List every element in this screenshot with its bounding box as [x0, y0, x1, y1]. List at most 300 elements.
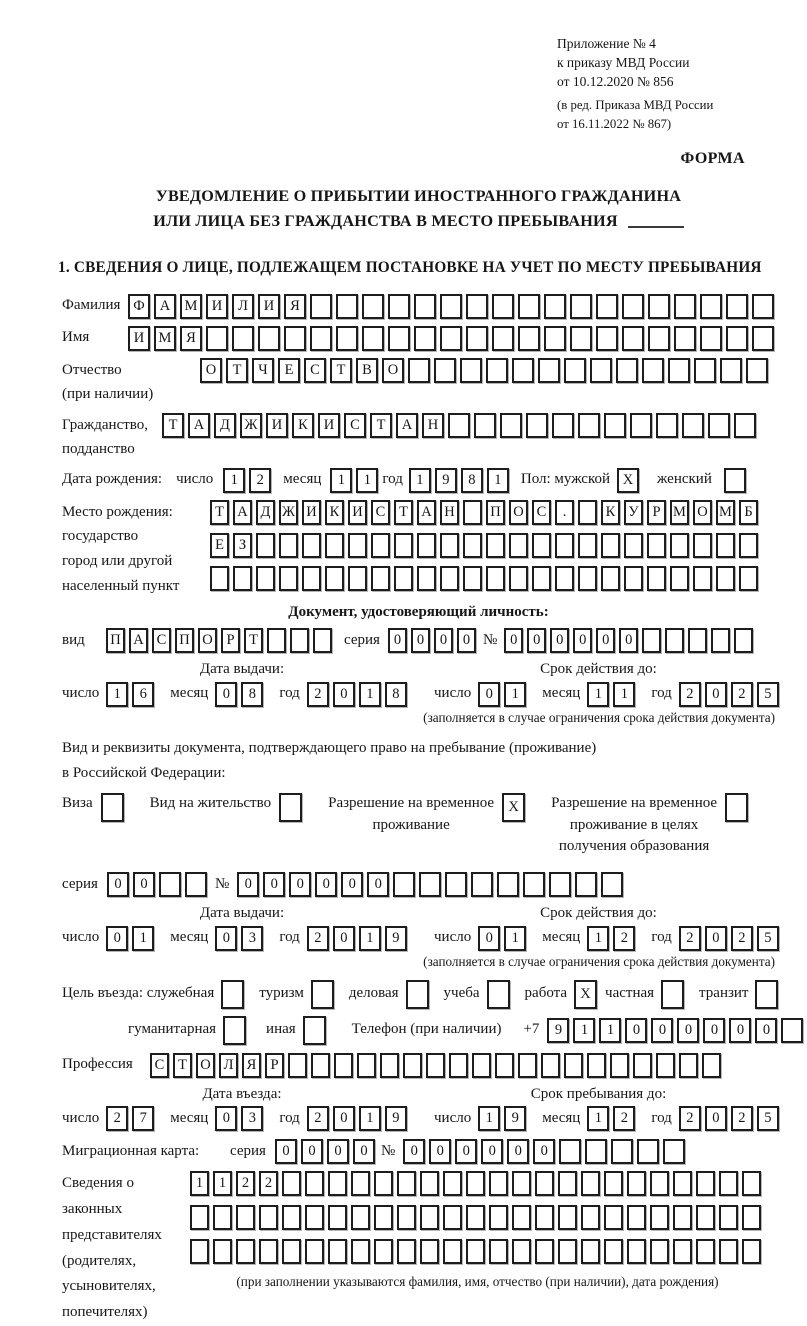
form-cell[interactable]: 0 — [481, 1139, 503, 1164]
form-cell[interactable]: 2 — [259, 1171, 278, 1196]
form-cell[interactable] — [512, 1171, 531, 1196]
form-cell[interactable] — [661, 980, 684, 1009]
form-cell[interactable] — [742, 1171, 761, 1196]
form-cell[interactable]: Т — [162, 413, 184, 438]
form-cell[interactable] — [420, 1171, 439, 1196]
form-cell[interactable]: 9 — [385, 926, 407, 951]
form-cell[interactable] — [362, 326, 384, 351]
form-cell[interactable] — [647, 533, 666, 558]
form-cell[interactable]: И — [348, 500, 367, 525]
form-cell[interactable] — [460, 358, 482, 383]
form-cell[interactable] — [210, 566, 229, 591]
form-cell[interactable] — [642, 358, 664, 383]
form-cell[interactable]: Р — [647, 500, 666, 525]
form-cell[interactable] — [587, 1053, 606, 1078]
form-cell[interactable] — [604, 1239, 623, 1264]
form-cell[interactable]: 0 — [651, 1018, 673, 1043]
form-cell[interactable] — [746, 358, 768, 383]
form-cell[interactable] — [512, 1205, 531, 1230]
form-cell[interactable] — [578, 566, 597, 591]
form-cell[interactable] — [472, 1053, 491, 1078]
form-cell[interactable]: 0 — [301, 1139, 323, 1164]
form-cell[interactable] — [397, 1171, 416, 1196]
form-cell[interactable]: 0 — [215, 1106, 237, 1131]
form-cell[interactable]: 2 — [613, 926, 635, 951]
form-cell[interactable] — [674, 294, 696, 319]
form-cell[interactable] — [206, 326, 228, 351]
form-cell[interactable] — [397, 1239, 416, 1264]
form-cell[interactable] — [650, 1239, 669, 1264]
form-cell[interactable]: Е — [210, 533, 229, 558]
form-cell[interactable] — [535, 1205, 554, 1230]
form-cell[interactable]: 2 — [236, 1171, 255, 1196]
form-cell[interactable] — [486, 533, 505, 558]
form-cell[interactable] — [518, 294, 540, 319]
form-cell[interactable]: 3 — [241, 1106, 263, 1131]
form-cell[interactable]: 5 — [757, 1106, 779, 1131]
form-cell[interactable] — [564, 1053, 583, 1078]
form-cell[interactable]: И — [266, 413, 288, 438]
form-cell[interactable] — [581, 1171, 600, 1196]
form-cell[interactable]: Ч — [252, 358, 274, 383]
form-cell[interactable]: X — [574, 980, 597, 1009]
form-cell[interactable] — [665, 628, 684, 653]
form-cell[interactable]: 1 — [330, 468, 352, 493]
form-cell[interactable] — [213, 1205, 232, 1230]
form-cell[interactable]: О — [200, 358, 222, 383]
form-cell[interactable] — [397, 1205, 416, 1230]
form-cell[interactable]: 1 — [573, 1018, 595, 1043]
form-cell[interactable] — [523, 872, 545, 897]
form-cell[interactable]: 7 — [132, 1106, 154, 1131]
form-cell[interactable] — [555, 566, 574, 591]
form-cell[interactable] — [288, 1053, 307, 1078]
form-cell[interactable] — [670, 533, 689, 558]
form-cell[interactable]: 0 — [457, 628, 476, 653]
form-cell[interactable] — [325, 566, 344, 591]
form-cell[interactable]: 0 — [341, 872, 363, 897]
form-cell[interactable]: 1 — [359, 682, 381, 707]
form-cell[interactable]: 2 — [613, 1106, 635, 1131]
form-cell[interactable] — [558, 1171, 577, 1196]
form-cell[interactable]: Ж — [240, 413, 262, 438]
form-cell[interactable]: 1 — [359, 1106, 381, 1131]
form-cell[interactable]: 1 — [409, 468, 431, 493]
form-cell[interactable] — [463, 566, 482, 591]
form-cell[interactable]: 0 — [625, 1018, 647, 1043]
form-cell[interactable]: К — [601, 500, 620, 525]
form-cell[interactable] — [558, 1205, 577, 1230]
form-cell[interactable]: 0 — [327, 1139, 349, 1164]
form-cell[interactable] — [213, 1239, 232, 1264]
form-cell[interactable] — [734, 628, 753, 653]
form-cell[interactable] — [279, 533, 298, 558]
form-cell[interactable]: И — [318, 413, 340, 438]
form-cell[interactable] — [336, 326, 358, 351]
form-cell[interactable] — [434, 358, 456, 383]
form-cell[interactable] — [596, 294, 618, 319]
form-cell[interactable]: 2 — [307, 1106, 329, 1131]
form-cell[interactable] — [466, 1239, 485, 1264]
form-cell[interactable]: Р — [221, 628, 240, 653]
form-cell[interactable] — [259, 1205, 278, 1230]
form-cell[interactable] — [374, 1171, 393, 1196]
form-cell[interactable] — [512, 1239, 531, 1264]
form-cell[interactable] — [443, 1239, 462, 1264]
form-cell[interactable]: 2 — [679, 926, 701, 951]
form-cell[interactable] — [310, 326, 332, 351]
form-cell[interactable]: 0 — [729, 1018, 751, 1043]
form-cell[interactable] — [448, 413, 470, 438]
form-cell[interactable] — [739, 566, 758, 591]
form-cell[interactable]: Т — [394, 500, 413, 525]
form-cell[interactable]: Т — [210, 500, 229, 525]
form-cell[interactable] — [284, 326, 306, 351]
form-cell[interactable] — [440, 566, 459, 591]
form-cell[interactable]: 8 — [241, 682, 263, 707]
form-cell[interactable] — [544, 326, 566, 351]
form-cell[interactable]: Ж — [279, 500, 298, 525]
form-cell[interactable]: У — [624, 500, 643, 525]
form-cell[interactable]: А — [396, 413, 418, 438]
form-cell[interactable]: 9 — [504, 1106, 526, 1131]
form-cell[interactable] — [616, 358, 638, 383]
form-cell[interactable]: З — [233, 533, 252, 558]
form-cell[interactable] — [348, 566, 367, 591]
form-cell[interactable] — [256, 566, 275, 591]
form-cell[interactable]: С — [344, 413, 366, 438]
form-cell[interactable] — [575, 872, 597, 897]
form-cell[interactable] — [492, 294, 514, 319]
form-cell[interactable] — [388, 326, 410, 351]
form-cell[interactable] — [362, 294, 384, 319]
form-cell[interactable] — [559, 1139, 581, 1164]
form-cell[interactable]: X — [617, 468, 639, 493]
form-cell[interactable] — [463, 500, 482, 525]
form-cell[interactable]: 1 — [599, 1018, 621, 1043]
form-cell[interactable] — [471, 872, 493, 897]
form-cell[interactable]: 0 — [133, 872, 155, 897]
form-cell[interactable] — [708, 413, 730, 438]
form-cell[interactable] — [570, 294, 592, 319]
form-cell[interactable]: Т — [244, 628, 263, 653]
form-cell[interactable] — [552, 413, 574, 438]
form-cell[interactable]: А — [129, 628, 148, 653]
form-cell[interactable] — [474, 413, 496, 438]
form-cell[interactable]: 8 — [385, 682, 407, 707]
form-cell[interactable] — [581, 1205, 600, 1230]
form-cell[interactable]: 1 — [587, 926, 609, 951]
form-cell[interactable]: 0 — [215, 682, 237, 707]
form-cell[interactable]: П — [106, 628, 125, 653]
form-cell[interactable]: 2 — [307, 682, 329, 707]
form-cell[interactable] — [578, 413, 600, 438]
form-cell[interactable] — [466, 1205, 485, 1230]
form-cell[interactable]: 9 — [547, 1018, 569, 1043]
form-cell[interactable] — [495, 1053, 514, 1078]
form-cell[interactable] — [486, 358, 508, 383]
form-cell[interactable] — [267, 628, 286, 653]
form-cell[interactable] — [696, 1171, 715, 1196]
form-cell[interactable]: О — [382, 358, 404, 383]
form-cell[interactable]: Т — [330, 358, 352, 383]
form-cell[interactable] — [679, 1053, 698, 1078]
form-cell[interactable]: 0 — [107, 872, 129, 897]
form-cell[interactable]: . — [555, 500, 574, 525]
form-cell[interactable] — [305, 1239, 324, 1264]
form-cell[interactable]: С — [532, 500, 551, 525]
form-cell[interactable] — [538, 358, 560, 383]
form-cell[interactable]: X — [502, 793, 525, 822]
form-cell[interactable]: 0 — [705, 682, 727, 707]
form-cell[interactable] — [564, 358, 586, 383]
form-cell[interactable] — [311, 980, 334, 1009]
form-cell[interactable] — [371, 533, 390, 558]
form-cell[interactable] — [232, 326, 254, 351]
form-cell[interactable] — [500, 413, 522, 438]
form-cell[interactable]: 0 — [333, 926, 355, 951]
form-cell[interactable] — [408, 358, 430, 383]
form-cell[interactable] — [716, 533, 735, 558]
form-cell[interactable] — [700, 326, 722, 351]
form-cell[interactable] — [601, 872, 623, 897]
form-cell[interactable] — [497, 872, 519, 897]
form-cell[interactable]: С — [304, 358, 326, 383]
form-cell[interactable]: 0 — [367, 872, 389, 897]
form-cell[interactable]: 1 — [478, 1106, 500, 1131]
form-cell[interactable] — [755, 980, 778, 1009]
form-cell[interactable] — [305, 1205, 324, 1230]
form-cell[interactable] — [351, 1205, 370, 1230]
form-cell[interactable] — [414, 326, 436, 351]
form-cell[interactable]: М — [180, 294, 202, 319]
form-cell[interactable] — [720, 358, 742, 383]
form-cell[interactable] — [674, 326, 696, 351]
form-cell[interactable] — [313, 628, 332, 653]
form-cell[interactable] — [581, 1239, 600, 1264]
form-cell[interactable] — [310, 294, 332, 319]
form-cell[interactable] — [596, 326, 618, 351]
form-cell[interactable]: 0 — [703, 1018, 725, 1043]
form-cell[interactable] — [716, 566, 735, 591]
form-cell[interactable]: Т — [226, 358, 248, 383]
form-cell[interactable] — [512, 358, 534, 383]
form-cell[interactable] — [702, 1053, 721, 1078]
form-cell[interactable]: 0 — [755, 1018, 777, 1043]
form-cell[interactable]: 9 — [385, 1106, 407, 1131]
form-cell[interactable] — [549, 872, 571, 897]
form-cell[interactable] — [585, 1139, 607, 1164]
form-cell[interactable]: 0 — [353, 1139, 375, 1164]
form-cell[interactable] — [426, 1053, 445, 1078]
form-cell[interactable] — [627, 1239, 646, 1264]
form-cell[interactable]: 1 — [106, 682, 128, 707]
form-cell[interactable] — [601, 566, 620, 591]
form-cell[interactable]: С — [150, 1053, 169, 1078]
form-cell[interactable] — [221, 980, 244, 1009]
form-cell[interactable]: 1 — [587, 1106, 609, 1131]
form-cell[interactable]: 2 — [731, 926, 753, 951]
form-cell[interactable] — [719, 1205, 738, 1230]
form-cell[interactable]: О — [509, 500, 528, 525]
form-cell[interactable] — [190, 1205, 209, 1230]
form-cell[interactable] — [443, 1171, 462, 1196]
form-cell[interactable] — [440, 326, 462, 351]
form-cell[interactable]: И — [128, 326, 150, 351]
form-cell[interactable]: 5 — [757, 682, 779, 707]
form-cell[interactable]: А — [417, 500, 436, 525]
form-cell[interactable]: И — [206, 294, 228, 319]
form-cell[interactable]: 0 — [403, 1139, 425, 1164]
form-cell[interactable] — [388, 294, 410, 319]
form-cell[interactable] — [532, 533, 551, 558]
form-cell[interactable]: 0 — [527, 628, 546, 653]
form-cell[interactable] — [336, 294, 358, 319]
form-cell[interactable] — [630, 413, 652, 438]
form-cell[interactable] — [742, 1239, 761, 1264]
form-cell[interactable]: О — [198, 628, 217, 653]
form-cell[interactable]: Б — [739, 500, 758, 525]
form-cell[interactable] — [303, 1016, 326, 1045]
form-cell[interactable] — [290, 628, 309, 653]
form-cell[interactable]: 0 — [533, 1139, 555, 1164]
form-cell[interactable]: 1 — [190, 1171, 209, 1196]
form-cell[interactable] — [380, 1053, 399, 1078]
form-cell[interactable] — [325, 533, 344, 558]
form-cell[interactable] — [466, 1171, 485, 1196]
form-cell[interactable] — [604, 1171, 623, 1196]
form-cell[interactable]: 0 — [106, 926, 128, 951]
form-cell[interactable] — [466, 294, 488, 319]
form-cell[interactable] — [535, 1239, 554, 1264]
form-cell[interactable] — [351, 1239, 370, 1264]
form-cell[interactable]: 6 — [132, 682, 154, 707]
form-cell[interactable] — [724, 468, 746, 493]
form-cell[interactable] — [509, 533, 528, 558]
form-cell[interactable]: 0 — [289, 872, 311, 897]
form-cell[interactable] — [627, 1171, 646, 1196]
form-cell[interactable]: 0 — [677, 1018, 699, 1043]
form-cell[interactable] — [719, 1171, 738, 1196]
form-cell[interactable]: 5 — [757, 926, 779, 951]
form-cell[interactable]: Д — [256, 500, 275, 525]
form-cell[interactable] — [394, 566, 413, 591]
form-cell[interactable] — [487, 980, 510, 1009]
form-cell[interactable] — [604, 1205, 623, 1230]
form-cell[interactable]: Ф — [128, 294, 150, 319]
form-cell[interactable] — [101, 793, 124, 822]
form-cell[interactable]: О — [693, 500, 712, 525]
form-cell[interactable]: 1 — [213, 1171, 232, 1196]
form-cell[interactable]: 0 — [333, 1106, 355, 1131]
form-cell[interactable] — [190, 1239, 209, 1264]
form-cell[interactable]: 0 — [619, 628, 638, 653]
form-cell[interactable] — [466, 326, 488, 351]
form-cell[interactable]: 1 — [504, 682, 526, 707]
form-cell[interactable] — [509, 566, 528, 591]
form-cell[interactable] — [159, 872, 181, 897]
form-cell[interactable] — [611, 1139, 633, 1164]
form-cell[interactable]: П — [175, 628, 194, 653]
form-cell[interactable]: Н — [422, 413, 444, 438]
form-cell[interactable] — [403, 1053, 422, 1078]
form-cell[interactable] — [610, 1053, 629, 1078]
form-cell[interactable]: М — [154, 326, 176, 351]
form-cell[interactable] — [279, 793, 302, 822]
form-cell[interactable]: Р — [265, 1053, 284, 1078]
form-cell[interactable] — [648, 294, 670, 319]
form-cell[interactable] — [449, 1053, 468, 1078]
form-cell[interactable] — [656, 1053, 675, 1078]
form-cell[interactable] — [726, 326, 748, 351]
form-cell[interactable]: 0 — [263, 872, 285, 897]
form-cell[interactable] — [311, 1053, 330, 1078]
form-cell[interactable]: 0 — [333, 682, 355, 707]
form-cell[interactable] — [328, 1205, 347, 1230]
form-cell[interactable] — [633, 1053, 652, 1078]
form-cell[interactable] — [371, 566, 390, 591]
form-cell[interactable] — [663, 1139, 685, 1164]
form-cell[interactable] — [668, 358, 690, 383]
form-cell[interactable]: 1 — [132, 926, 154, 951]
form-cell[interactable] — [518, 326, 540, 351]
form-cell[interactable] — [518, 1053, 537, 1078]
form-cell[interactable] — [693, 566, 712, 591]
form-cell[interactable] — [406, 980, 429, 1009]
form-cell[interactable]: П — [486, 500, 505, 525]
form-cell[interactable] — [374, 1239, 393, 1264]
form-cell[interactable]: 2 — [249, 468, 271, 493]
form-cell[interactable] — [688, 628, 707, 653]
form-cell[interactable]: 2 — [731, 1106, 753, 1131]
form-cell[interactable] — [419, 872, 441, 897]
form-cell[interactable]: 2 — [307, 926, 329, 951]
form-cell[interactable]: О — [196, 1053, 215, 1078]
form-cell[interactable] — [302, 566, 321, 591]
form-cell[interactable] — [673, 1205, 692, 1230]
form-cell[interactable] — [357, 1053, 376, 1078]
form-cell[interactable]: И — [302, 500, 321, 525]
form-cell[interactable] — [348, 533, 367, 558]
form-cell[interactable] — [258, 326, 280, 351]
form-cell[interactable]: И — [258, 294, 280, 319]
form-cell[interactable]: Д — [214, 413, 236, 438]
form-cell[interactable] — [394, 533, 413, 558]
form-cell[interactable] — [236, 1239, 255, 1264]
form-cell[interactable]: 0 — [705, 1106, 727, 1131]
form-cell[interactable] — [486, 566, 505, 591]
form-cell[interactable]: Я — [284, 294, 306, 319]
form-cell[interactable]: 3 — [241, 926, 263, 951]
form-cell[interactable]: 0 — [388, 628, 407, 653]
form-cell[interactable] — [526, 413, 548, 438]
form-cell[interactable]: 1 — [587, 682, 609, 707]
form-cell[interactable] — [463, 533, 482, 558]
form-cell[interactable]: Я — [242, 1053, 261, 1078]
form-cell[interactable]: 0 — [455, 1139, 477, 1164]
form-cell[interactable]: 0 — [705, 926, 727, 951]
form-cell[interactable]: Т — [173, 1053, 192, 1078]
form-cell[interactable] — [590, 358, 612, 383]
form-cell[interactable]: А — [154, 294, 176, 319]
form-cell[interactable] — [532, 566, 551, 591]
form-cell[interactable] — [601, 533, 620, 558]
form-cell[interactable]: 2 — [679, 682, 701, 707]
form-cell[interactable]: А — [233, 500, 252, 525]
form-cell[interactable] — [726, 294, 748, 319]
form-cell[interactable]: В — [356, 358, 378, 383]
form-cell[interactable]: К — [292, 413, 314, 438]
